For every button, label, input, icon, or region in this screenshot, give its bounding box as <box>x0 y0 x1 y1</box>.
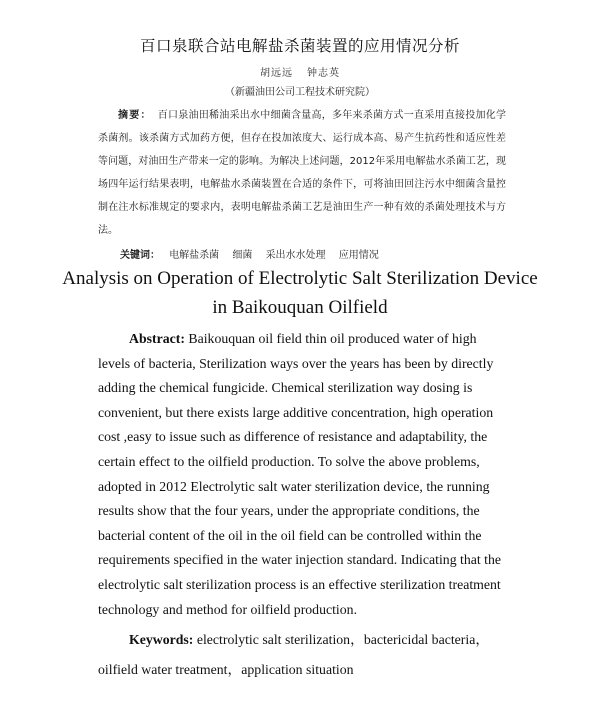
keyword: 电解盐杀菌 <box>169 250 220 261</box>
english-keywords-label: Keywords: <box>129 632 194 647</box>
abstract-line: electrolytic salt sterilization process is an effective sterilization treatment <box>98 576 501 592</box>
abstract-line: convenient, but there exists large additive concentration, high operation <box>98 404 494 420</box>
abstract-line-text: Baikouquan oil field thin oil produced water of high <box>184 331 477 346</box>
keywords-line <box>98 625 528 655</box>
english-keywords <box>98 625 528 685</box>
abstract-line: results show that the four years, under the appropriate conditions, the <box>98 503 480 519</box>
keywords-text: electrolytic salt sterilization，bactericidal bacteria， <box>193 632 490 647</box>
abstract-line: adopted in 2012 Electrolytic salt water sterilization device, the running <box>98 478 490 494</box>
chinese-abstract <box>98 104 506 242</box>
abstract-line: bacterial content of the oil in the oil field can be controlled within the <box>98 527 482 543</box>
english-title <box>0 264 600 322</box>
keyword: 采出水水处理 <box>265 250 326 261</box>
english-title-line: in Baikouquan Oilfield <box>212 297 388 318</box>
chinese-keywords-label: 关键词： <box>120 250 160 261</box>
keyword: 细菌 <box>232 250 253 261</box>
author-name: 钟志英 <box>307 68 340 79</box>
chinese-abstract-label: 摘要： <box>118 110 152 121</box>
chinese-title: 百口泉联合站电解盐杀菌装置的应用情况分析 <box>139 37 460 55</box>
chinese-keywords <box>120 246 389 261</box>
english-title-line: Analysis on Operation of Electrolytic Salt Sterilization Device <box>62 268 538 289</box>
chinese-affiliation: （新疆油田公司工程技术研究院） <box>225 87 375 98</box>
chinese-abstract-text: 百口泉油田稀油采出水中细菌含量高，多年来杀菌方式一直采用直接投加化学杀菌剂。该杀菌方式加药方便，但存在投加浓度大、运行成本高、易产生抗药性和适应性差等问题，对油田生产带来一定的影响。为解决上述问题，2012年采用电解盐水杀菌工艺，现场四年运行结果表明，电解盐水杀菌装置在合适的条件下，可将油田回注污水中细菌含量控制在注水标准规定的要求内，表明电解盐杀菌工艺是油田生产一种有效的杀菌处理技术与方法。 <box>98 110 506 236</box>
abstract-line: technology and method for oilfield production. <box>98 601 358 617</box>
abstract-line: levels of bacteria, Sterilization ways over the years has been by directly <box>98 355 494 371</box>
keyword: 应用情况 <box>338 250 379 261</box>
abstract-line: certain effect to the oilfield production. To solve the above problems, <box>98 453 480 469</box>
abstract-line: requirements specified in the water injection standard. Indicating that the <box>98 552 502 568</box>
chinese-authors <box>0 64 600 79</box>
abstract-line: adding the chemical fungicide. Chemical sterilization way dosing is <box>98 380 473 396</box>
abstract-line <box>98 327 514 352</box>
english-abstract <box>98 327 514 622</box>
abstract-line: cost ,easy to issue such as difference of resistance and adaptability, the <box>98 429 488 445</box>
english-abstract-label: Abstract: <box>129 331 185 346</box>
author-name: 胡远远 <box>260 68 293 79</box>
keywords-line: oilfield water treatment，application situation <box>98 662 354 677</box>
